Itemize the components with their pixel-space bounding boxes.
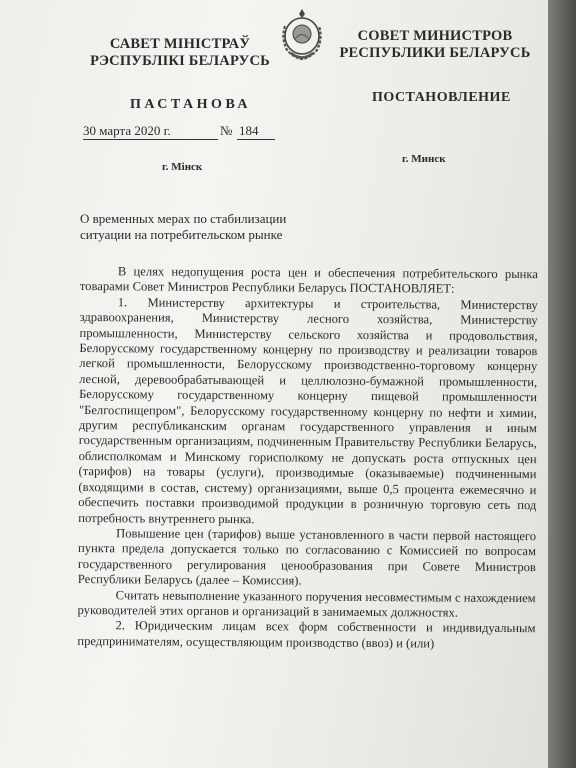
number-label: № <box>220 123 233 138</box>
body-paragraph: 1. Министерству архитектуры и строительства, Министерству здравоохранения, Министерству лесного хозяйства, Министерству промышленности, Министерству сельского хозяйства и продовольствия, Белорусскому государственному концерну по производству и реализации товаров легкой промышленности, Белорусскому производственно-торговому концерну лесной, деревообрабатывающей и целлюлозно-бумажной промышленности, Белорусскому государственному концерну пищевой промышленности "Белгоспищепром", Белорусскому государственному концерну по нефти и химии, другим республиканским органам государственного управления и иным государственным организациям, подчиненным Правительству Республики Беларусь, облисполкомам и Минскому горисполкому не допускать роста отпускных цен (тарифов) на товары (услуги), производимые (оказываемые) подчиненными (входящими в состав, систему) организациями, выше 0,5 процента ежемесячно и обеспечить поставки производимой продукции в розничную торговую сеть под потребность внутреннего рынка. <box>78 295 538 526</box>
city-belarusian: г. Мінск <box>162 161 203 173</box>
state-emblem-icon <box>277 6 327 64</box>
city-russian: г. Минск <box>402 153 446 165</box>
document-number: 184 <box>237 123 275 140</box>
body-paragraph: Считать невыполнение указанного поручения несовместимым с нахождением руководителей этих органов и организаций в занимаемых должностях. <box>77 587 536 620</box>
document-date: 30 марта 2020 г. <box>83 123 218 140</box>
org-line: САВЕТ МІНІСТРАЎ <box>109 36 251 52</box>
body-paragraph: В целях недопущения роста цен и обеспечения потребительского рынка товарами Совет Министров Республики Беларусь ПОСТАНОВЛЯЕТ: <box>79 264 538 297</box>
body-paragraph: 2. Юридическим лицам всех форм собственности и индивидуальным предпринимателям, осуществляющим производство (ввоз) и (или) <box>77 618 536 651</box>
document-body <box>77 264 538 652</box>
org-name-russian <box>330 28 540 62</box>
doc-type-belarusian: ПАСТАНОВА <box>130 97 252 112</box>
document-subject: О временных мерах по стабилизации ситуации на потребительском рынке <box>80 211 287 242</box>
org-line: СОВЕТ МИНИСТРОВ <box>357 28 513 44</box>
org-line: РЭСПУБЛІКІ БЕЛАРУСЬ <box>90 53 270 69</box>
background-edge <box>548 0 576 768</box>
org-name-belarusian <box>70 36 290 70</box>
doc-type-russian: ПОСТАНОВЛЕНИЕ <box>372 90 511 105</box>
body-paragraph: Повышение цен (тарифов) выше установленного в части первой настоящего пункта предела допускается только по согласованию с Комиссией по вопросам государственного регулирования ценообразования при Совете Министров Республики Беларусь (далее – Комиссия). <box>77 526 537 588</box>
org-line: РЕСПУБЛИКИ БЕЛАРУСЬ <box>339 45 531 61</box>
